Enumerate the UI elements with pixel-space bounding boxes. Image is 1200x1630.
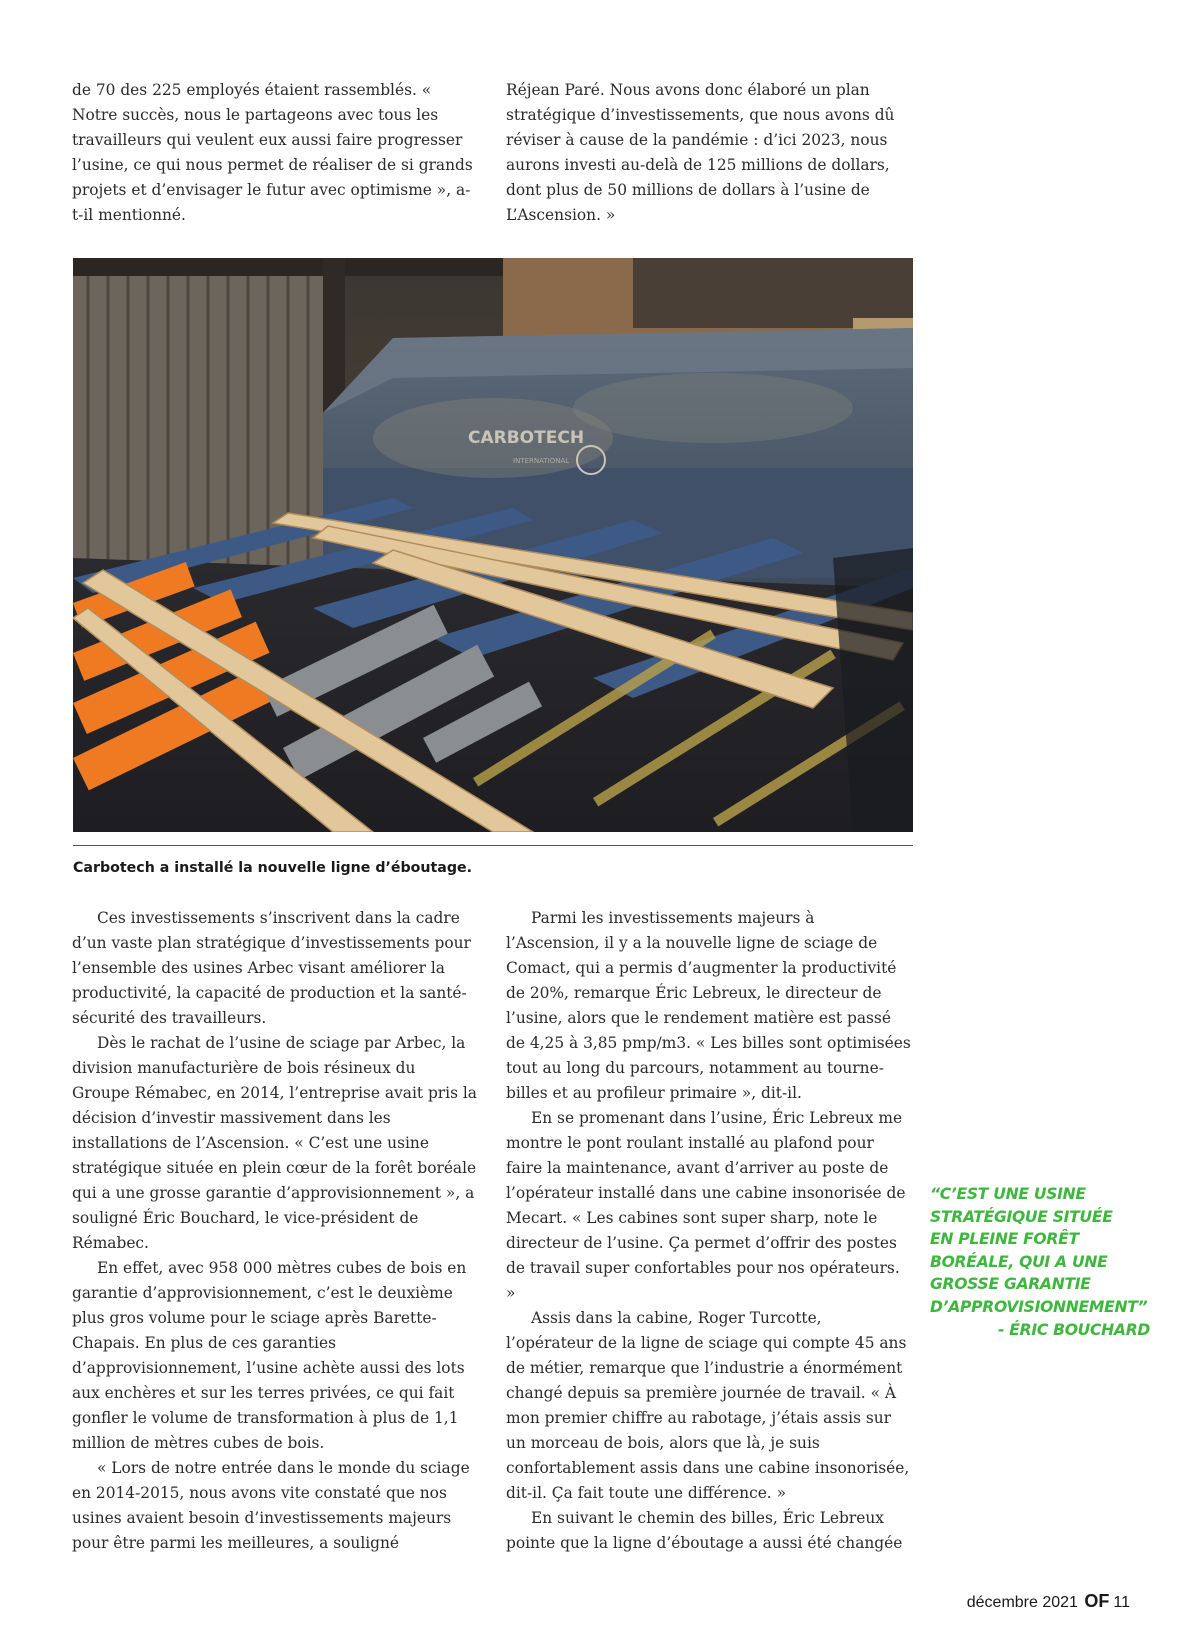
pull-quote-line: GROSSE GARANTIE xyxy=(930,1275,1091,1294)
folio-date: décembre 2021 xyxy=(966,1594,1078,1611)
pull-quote xyxy=(930,1183,1170,1341)
paragraph: Parmi les investissements majeurs à l’Ascension, il y a la nouvelle ligne de sciage de Comact, qui a permis d’augmenter la productivité de 20%, remarque Éric Lebreux, le directeur de l’usine, alors que le rendement matière est passé de 4,25 à 3,85 pmp/m3. « Les billes sont optimisées tout au long du parcours, notamment au tourne-billes et au profileur primaire », dit-il. xyxy=(506,909,911,1102)
paragraph: En se promenant dans l’usine, Éric Lebreux me montre le pont roulant installé au plafond pour faire la maintenance, avant d’arriver au poste de l’opérateur installé dans une cabine insonorisée de Mecart. « Les cabines sont super sharp, note le directeur de l’usine. Ça permet d’offrir des postes de travail super confortables pour nos opérateurs. » xyxy=(506,1109,906,1302)
bottom-left-column xyxy=(72,906,477,1556)
paragraph: Assis dans la cabine, Roger Turcotte, l’opérateur de la ligne de sciage qui compte 45 ans de métier, remarque que l’industrie a énormément changé depuis sa première journée de travail. « À mon premier chiffre au rabotage, j’étais assis sur un morceau de bois, alors que là, je suis confortablement assis dans une cabine insonorisée, dit-il. Ça fait toute une différence. » xyxy=(506,1309,910,1502)
caption-divider xyxy=(73,845,913,846)
pull-quote-line: BORÉALE, QUI A UNE xyxy=(930,1252,1108,1271)
page-number: 11 xyxy=(1113,1594,1130,1611)
sawmill-photo xyxy=(73,258,913,832)
paragraph: de 70 des 225 employés étaient rassemblés. « Notre succès, nous le partageons avec tous les travailleurs qui veulent eux aussi faire progresser l’usine, ce qui nous permet de réaliser de si grands projets et d’envisager le futur avec optimisme », a-t-il mentionné. xyxy=(72,81,473,224)
pull-quote-line: “C’EST UNE USINE xyxy=(930,1185,1086,1203)
paragraph: Ces investissements s’inscrivent dans la cadre d’un vaste plan stratégique d’investissements pour l’ensemble des usines Arbec visant améliorer la productivité, la capacité de production et la santé-sécurité des travailleurs. xyxy=(72,909,471,1027)
paragraph: En effet, avec 958 000 mètres cubes de bois en garantie d’approvisionnement, c’est le deuxième plus gros volume pour le sciage après Barette-Chapais. En plus de ces garanties d’approvisionnement, l’usine achète aussi des lots aux enchères et sur les terres privées, ce qui fait gonfler le volume de transformation à plus de 1,1 million de mètres cubes de bois. xyxy=(72,1259,467,1452)
paragraph: « Lors de notre entrée dans le monde du sciage en 2014-2015, nous avons vite constaté que nos usines avaient besoin d’investissements majeurs pour être parmi les meilleures, a souligné xyxy=(72,1459,470,1552)
page-folio xyxy=(967,1591,1130,1612)
folio-brand: OF xyxy=(1084,1591,1110,1611)
pull-quote-line: EN PLEINE FORÊT xyxy=(930,1230,1079,1249)
paragraph: En suivant le chemin des billes, Éric Lebreux pointe que la ligne d’éboutage a aussi été changée xyxy=(506,1509,903,1552)
pull-quote-line: D’APPROVISIONNEMENT” xyxy=(930,1297,1148,1316)
pull-quote-attribution: - ÉRIC BOUCHARD xyxy=(998,1320,1151,1339)
top-right-column xyxy=(506,78,911,228)
photo-caption: Carbotech a installé la nouvelle ligne d’éboutage. xyxy=(73,860,473,876)
paragraph: Réjean Paré. Nous avons donc élaboré un plan stratégique d’investissements, que nous avons dû réviser à cause de la pandémie : d’ici 2023, nous aurons investi au-delà de 125 millions de dollars, dont plus de 50 millions de dollars à l’usine de L’Ascension. » xyxy=(506,81,895,224)
pull-quote-line: STRATÉGIQUE SITUÉE xyxy=(930,1207,1113,1226)
bottom-right-column xyxy=(506,906,911,1556)
paragraph: Dès le rachat de l’usine de sciage par Arbec, la division manufacturière de bois résineux du Groupe Rémabec, en 2014, l’entreprise avait pris la décision d’investir massivement dans les installations de l’Ascension. « C’est une usine stratégique située en plein cœur de la forêt boréale qui a une grosse garantie d’approvisionnement », a souligné Éric Bouchard, le vice-président de Rémabec. xyxy=(72,1034,477,1252)
top-left-column xyxy=(72,78,477,228)
machine-brand-sublabel: INTERNATIONAL xyxy=(513,457,570,465)
machine-brand-label: CARBOTECH xyxy=(468,428,585,448)
